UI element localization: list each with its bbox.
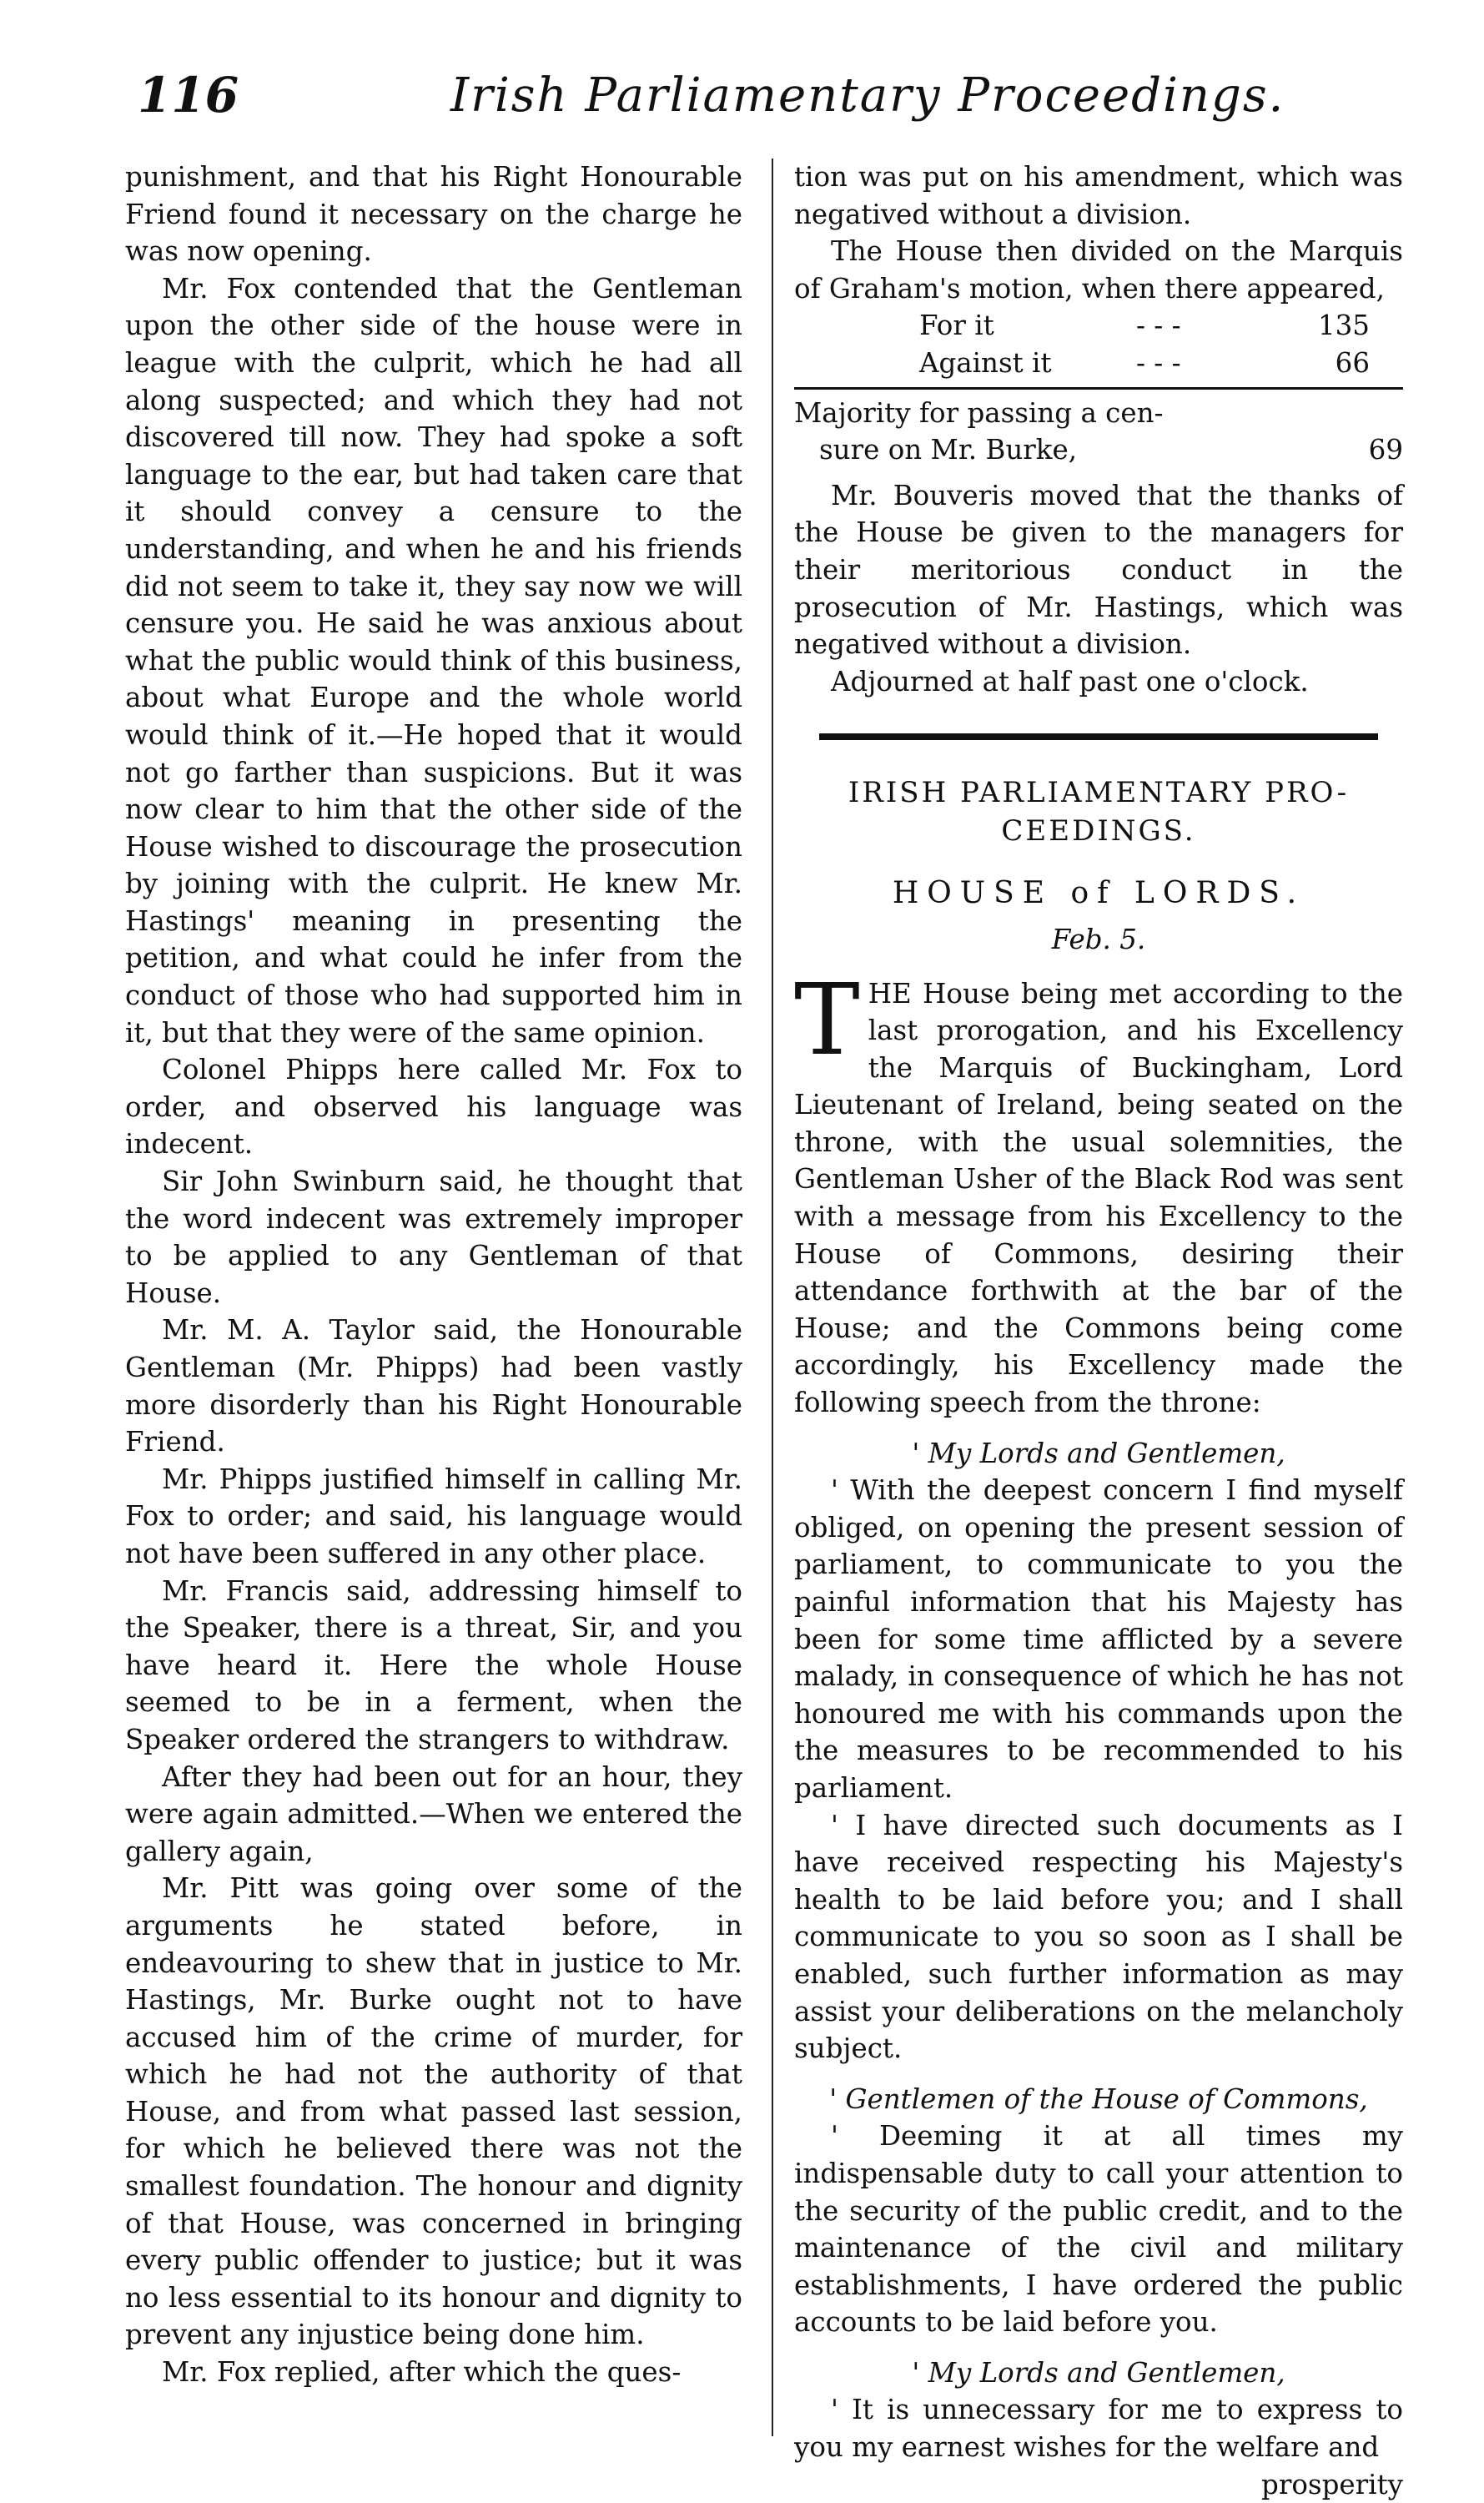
drop-cap: T	[794, 961, 860, 1077]
vote-against-row	[794, 345, 1403, 382]
paragraph: Mr. Bouveris moved that the thanks of the House be given to the managers for their meritorious conduct in the prosecution of Mr. Hastings, which was negatived without a division.	[794, 479, 1403, 661]
speech-salutation: ' Gentlemen of the House of Commons,	[829, 2082, 1368, 2115]
majority-label-line-2: sure on Mr. Burke,	[819, 434, 1078, 466]
speech-salutation: ' My Lords and Gentlemen,	[912, 2356, 1285, 2389]
vote-against-leader: - - -	[1136, 346, 1181, 379]
paragraph: Sir John Swinburn said, he thought that the word indecent was extremely improper to be applied to any Gentleman of that House.	[125, 1166, 742, 1309]
column-divider	[772, 159, 773, 2436]
majority-value: 69	[1368, 434, 1403, 466]
speech-paragraph: ' Deeming it at all times my indispensable duty to call your attention to the security of the public credit, and to the maintenance of the civil and military establishments, I have ordered the public accounts to be laid before you.	[794, 2120, 1403, 2339]
right-column	[794, 159, 1403, 2503]
left-column	[125, 159, 742, 2391]
tally-rule	[794, 387, 1403, 390]
vote-against-value: 66	[1335, 346, 1370, 379]
paragraph: Mr. M. A. Taylor said, the Honourable Gentleman (Mr. Phipps) had been vastly more disorderly than his Right Honourable Friend.	[125, 1314, 742, 1458]
paragraph: punishment, and that his Right Honourable Friend found it necessary on the charge he was now opening.	[125, 161, 742, 268]
paragraph: tion was put on his amendment, which was negatived without a division.	[794, 161, 1403, 230]
speech-paragraph: ' I have directed such documents as I have received respecting his Majesty's health to be laid before you; and I shall communicate to you so soon as I shall be enabled, such further information as may assist your deliberations on the melancholy subject.	[794, 1809, 1403, 2065]
paragraph: Colonel Phipps here called Mr. Fox to order, and observed his language was indecent.	[125, 1054, 742, 1161]
vote-for-row	[794, 307, 1403, 345]
catchword: prosperity	[1261, 2468, 1403, 2500]
page-number: 116	[138, 67, 239, 123]
speech-paragraph: ' It is unnecessary for me to express to you my earnest wishes for the welfare and	[794, 2394, 1403, 2464]
date-heading: Feb. 5.	[1051, 923, 1146, 955]
section-title	[794, 773, 1403, 850]
paragraph: The House then divided on the Marquis of Graham's motion, when there appeared,	[794, 235, 1403, 305]
vote-for-leader: - - -	[1136, 310, 1181, 342]
section-title-line-1: IRISH PARLIAMENTARY PRO-	[848, 776, 1350, 810]
paragraph: Mr. Francis said, addressing himself to the Speaker, there is a threat, Sir, and you have heard it. Here the whole House seemed to be in a ferment, when the Speaker ordered the strangers to withdraw.	[125, 1574, 742, 1755]
paragraph: Mr. Fox contended that the Gentleman upon the other side of the house were in league with the culprit, which he had all along suspected; and which they had not discovered till now. They had spoke a soft language to the ear, but had taken care that it should convey a censure to the understanding, and when he and his friends did not seem to take it, they say now we will censure you. He said he was anxious about what the public would think of this business, about what Europe and the whole world would think of it.—He hoped that it would not go farther than suspicions. But it was now clear to him that the other side of the House wished to discourage the prosecution by joining with the culprit. He knew Mr. Hastings' meaning in presenting the petition, and what could he infer from the conduct of those who had supported him in it, but that they were of the same opinion.	[125, 272, 742, 1049]
speech-salutation: ' My Lords and Gentlemen,	[912, 1437, 1285, 1469]
paragraph: Mr. Pitt was going over some of the arguments he stated before, in endeavouring to shew that in justice to Mr. Hastings, Mr. Burke ought not to have accused him of the crime of murder, for which he had not the authority of that House, and from what passed last session, for which he believed there was not the smallest foundation. The honour and dignity of that House, was concerned in bringing every public offender to justice; but it was no less essential to its honour and dignity to prevent any injustice being done him.	[125, 1872, 742, 2351]
vote-against-label: Against it	[919, 346, 1052, 379]
section-title-line-2: CEEDINGS.	[1001, 814, 1196, 849]
vote-for-label: For it	[919, 310, 994, 342]
paragraph: Mr. Fox replied, after which the ques-	[162, 2356, 682, 2389]
running-title: Irish Parliamentary Proceedings.	[450, 68, 1285, 123]
paragraph: After they had been out for an hour, they were again admitted.—When we entered the gallery again,	[125, 1760, 742, 1867]
section-rule	[819, 733, 1378, 740]
majority-label-line-1: Majority for passing a cen-	[794, 396, 1164, 429]
paragraph: Mr. Phipps justified himself in calling Mr. Fox to order; and said, his language would not have been suffered in any other place.	[125, 1463, 742, 1569]
vote-for-value: 135	[1317, 310, 1370, 342]
paragraph: Adjourned at half past one o'clock.	[831, 665, 1309, 698]
opening-text: HE House being met according to the last prorogation, and his Excellency the Marquis of Buckingham, Lord Lieutenant of Ireland, being seated on the throne, with the usual solemnities, the Gentleman Usher of the Black Rod was sent with a message from his Excellency to the House of Commons, desiring their attendance forthwith at the bar of the House; and the Commons being come accordingly, his Excellency made the following speech from the throne:	[794, 977, 1403, 1419]
majority-row	[794, 431, 1403, 469]
speech-paragraph: ' With the deepest concern I find myself obliged, on opening the present session of parliament, to communicate to you the painful information that his Majesty has been for some time afflicted by a severe malady, in consequence of which he has not honoured me with his commands upon the the measures to be recommended to his parliament.	[794, 1474, 1403, 1804]
opening-paragraph	[794, 961, 1403, 1422]
house-heading: HOUSE of LORDS.	[892, 876, 1305, 911]
page-header	[125, 58, 1426, 142]
